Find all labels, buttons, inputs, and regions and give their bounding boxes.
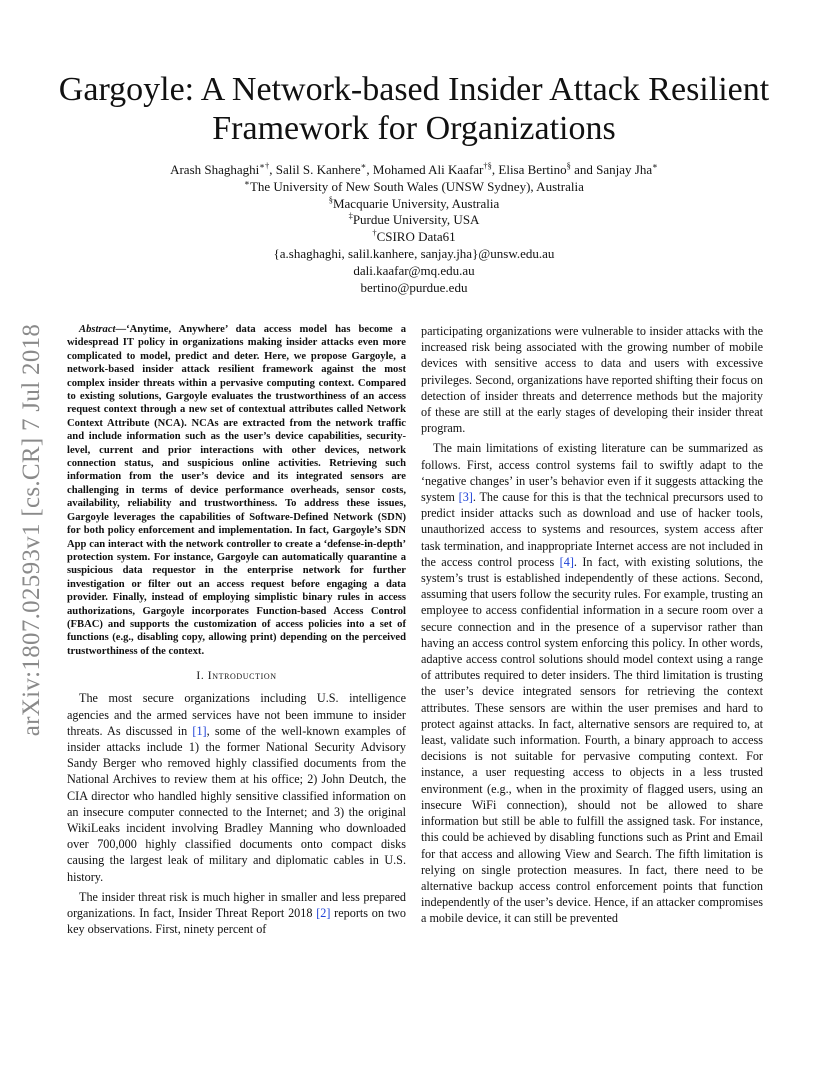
title-line-2: Framework for Organizations	[212, 110, 616, 147]
author-marks: ∗	[652, 160, 658, 171]
citation-link[interactable]: [3]	[458, 490, 473, 505]
arxiv-id: arXiv:1807.02593v1 [cs.CR] 7 Jul 2018	[18, 323, 45, 737]
paragraph: participating organizations were vulnerable to insider attacks with the increased risk being associated with the growing number of mobile devices with sensitive access to data and users with excessive privileges. Second, organizations have reported shifting their focus on detection of insider threats and deterrence methods but the majority of these are still at the early stages of developing their insider threat program.	[421, 324, 763, 436]
section-heading: I. Introduction	[196, 670, 277, 683]
paragraph-text: The insider threat risk is much higher in smaller and less prepared organizations. In fact, Insider Threat Report 2018	[67, 889, 406, 920]
affiliation-mark: §	[328, 194, 333, 205]
citation-link[interactable]: [4]	[559, 554, 574, 569]
author-marks: ∗†	[259, 160, 270, 171]
affiliation-name: CSIRO Data61	[376, 229, 456, 245]
email-line: bertino@purdue.edu	[360, 279, 468, 295]
right-column	[421, 323, 763, 927]
paragraph-text: reports on two key observations. First, ninety percent of	[67, 906, 406, 937]
paragraph	[67, 690, 406, 884]
title-line-1: Gargoyle: A Network-based Insider Attack Resilient	[58, 71, 770, 108]
arxiv-sidebar-stamp	[14, 300, 50, 760]
author-name: Arash Shaghaghi	[170, 162, 260, 177]
affiliation	[40, 179, 788, 196]
abstract	[67, 323, 406, 658]
paragraph-text: . The cause for this is that the technical precursors used to predict insider attacks such as download and use of hacker tools, unauthorized access to systems and resources, system access after task termination, and inappropriate Internet access are not included in the access control process	[421, 490, 763, 569]
paragraph-text: The main limitations of existing literature can be summarized as follows. First, access control systems fail to swiftly adapt to the ‘negative changes’ in user’s behavior even if it suggests attacking the system	[421, 441, 763, 505]
author-name: , Elisa Bertino	[491, 162, 567, 177]
paragraph	[421, 440, 763, 926]
paragraph-text: The most secure organizations including U.S. intelligence agencies and the armed services have not been immune to insider threats. As discussed in	[67, 691, 406, 738]
author-marks: †§	[483, 160, 492, 171]
author-block	[40, 162, 788, 296]
citation-link[interactable]: [2]	[316, 906, 331, 920]
author-name: , Mohamed Ali Kaafar	[366, 162, 484, 177]
email-line: {a.shaghaghi, salil.kanhere, sanjay.jha}@unsw.edu.au	[273, 245, 555, 261]
author-marks: §	[566, 160, 571, 171]
paragraph-text: , some of the well-known examples of insider attacks include 1) the former National Security Advisory Sandy Berger who removed highly classified documents from the National Archives to review them at his office; 2) John Deutch, the CIA director who handled highly sensitive classified information on an insecure computer connected to the Internet; and 3) the original WikiLeaks incident involving Bradley Manning who downloaded over 700,000 highly classified documents onto compact disks causing the largest leak of military and diplomatic cables in U.S. history.	[67, 723, 406, 884]
author-name: , Salil S. Kanhere	[269, 162, 361, 177]
left-column	[67, 323, 406, 937]
affiliation-mark: ‡	[348, 211, 353, 222]
author-name: and Sanjay Jha	[570, 162, 653, 177]
abstract-label: Abstract	[79, 324, 116, 335]
affiliation-name: Macquarie University, Australia	[332, 195, 500, 211]
author-marks: ∗	[360, 160, 367, 171]
affiliation-mark: ∗	[244, 177, 250, 188]
author-line	[40, 162, 788, 179]
abstract-text: —‘Anytime, Anywhere’ data access model has become a widespread IT policy in organizations making insider attacks even more complicated to model, predict and deter. Here, we propose Gargoyle, a network-based insider attack resilient framework against the most complex insider threats within a pervasive computing context. Compared to existing solutions, Gargoyle evaluates the trustworthiness of an access request context through a new set of contextual attributes called Network Context Attribute (NCA). NCAs are extracted from the network traffic and include information such as the user’s device capabilities, security-level, current and prior interactions with other devices, network connection status, and suspicious online activities. Retrieving such information from the user’s device and its integrated sensors are challenging in terms of device performance overheads, sensor costs, availability, reliability and trustworthiness. To address these issues, Gargoyle leverages the capabilities of Software-Defined Network (SDN) for both policy enforcement and implementation. In fact, Gargoyle’s SDN App can interact with the network controller to create a ‘defense-in-depth’ protection system. For instance, Gargoyle can automatically quarantine a suspicious data requestor in the enterprise network for further investigation or filter out an access request before engaging a data provider. Finally, instead of employing simplistic binary rules in access authorizations, Gargoyle incorporates Function-based Access Control (FBAC) and supports the customization of access policies into a set of functions (e.g., disabling copy, allowing print) depending on the perceived trustworthiness of the context.	[67, 324, 406, 657]
affiliation-name: Purdue University, USA	[352, 212, 480, 228]
email-line: dali.kaafar@mq.edu.au	[353, 262, 475, 278]
paper-title	[40, 70, 788, 148]
affiliation	[40, 229, 788, 246]
affiliation	[40, 196, 788, 213]
citation-link[interactable]: [1]	[192, 723, 207, 738]
affiliation	[40, 212, 788, 229]
affiliation-mark: †	[372, 227, 377, 238]
paragraph-text: . In fact, with existing solutions, the system’s trust is established independently of these actions. Second, assuming that users follow the security rules. For example, trusting an employee to access confidential information in a secure room over a secure connection and in the presence of a supervisor rather than having an access control system enforcing this policy. In other words, adaptive access control solutions should model context using a range of attributes required to deter insiders. The third limitation is trusting the user’s device integrated sensors for retrieving the context attributes. These sensors are within the user premises and hard to protect against attacks. In fact, alternative sensors are required to, at least, validate such information. Fourth, a binary approach to access decisions is not suitable for pervasive computing context. For instance, a user requesting access to objects in a less trusted environment (e.g., when in the proximity of flagged users, using an insecure WiFi connection), should not be allowed to share information but still be able to fulfill the assigned task. For instance, this could be achieved by disabling functions such as Print and Email for that access and allowing View and Search. The fifth limitation is relying on single protection measures. In fact, there need to be alternative backup access control enforcement points that function independently of the user’s device. Hence, if an attacker compromises a mobile device, it can still be prevented	[421, 554, 763, 926]
affiliation-name: The University of New South Wales (UNSW Sydney), Australia	[249, 178, 584, 194]
paragraph	[67, 889, 406, 938]
